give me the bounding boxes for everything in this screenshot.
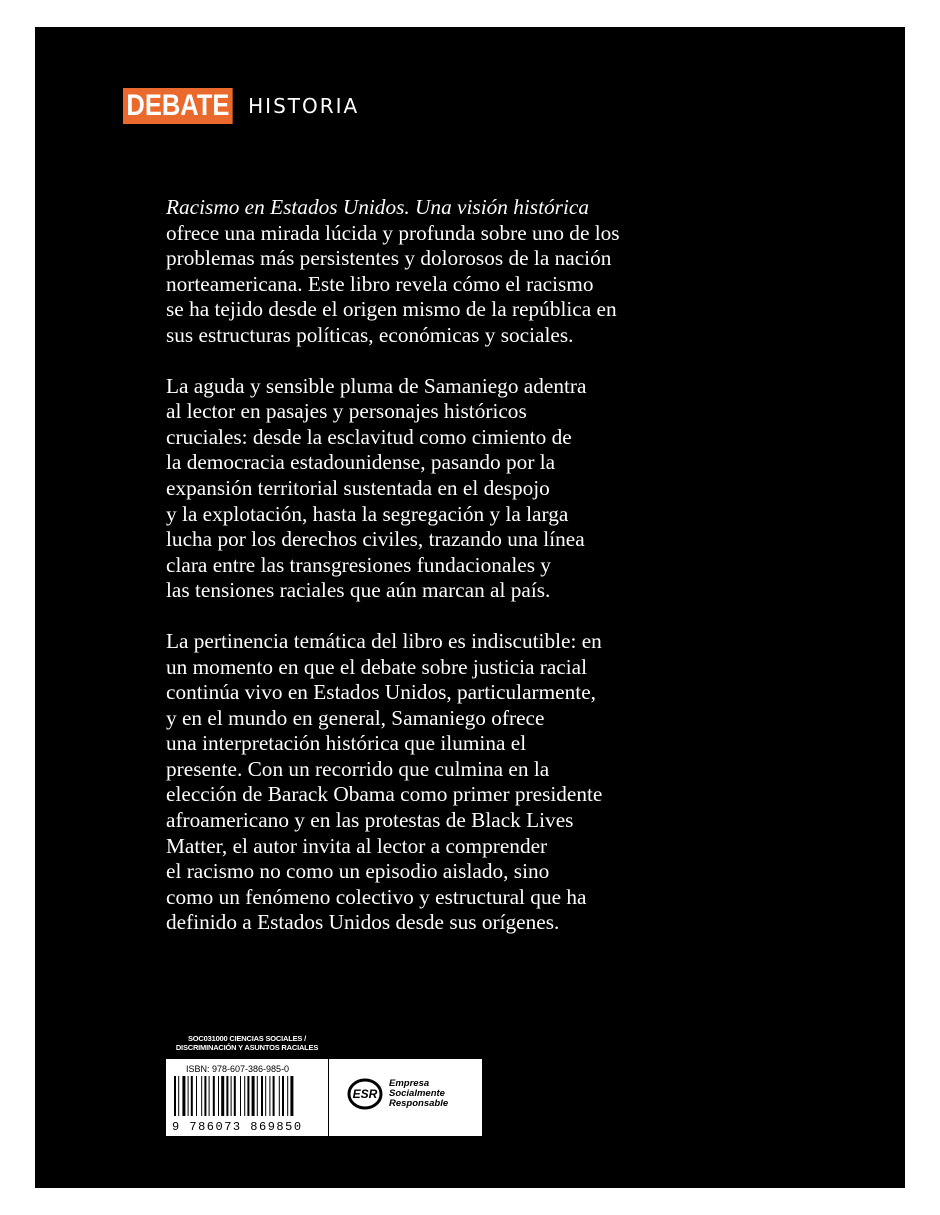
- barcode-section: [166, 1026, 329, 1136]
- category-line: SOC031000 CIENCIAS SOCIALES /: [188, 1034, 306, 1043]
- text-line: lucha por los derechos civiles, trazando una línea: [166, 527, 585, 552]
- text-line: La pertinencia temática del libro es indiscutible: en: [166, 628, 602, 653]
- text-line: elección de Barack Obama como primer presidente: [166, 782, 603, 807]
- barcode-digits: 9 786073 869850: [172, 1120, 303, 1134]
- text-line: expansión territorial sustentada en el despojo: [166, 475, 550, 500]
- text-line: continúa vivo en Estados Unidos, particularmente,: [166, 680, 596, 705]
- text-line: la democracia estadounidense, pasando por la: [166, 450, 556, 475]
- publisher-logo: DEBATE: [123, 88, 233, 124]
- text-line: un momento en que el debate sobre justicia racial: [166, 654, 588, 679]
- series-label: HISTORIA: [248, 94, 360, 118]
- book-title-line: Racismo en Estados Unidos. Una visión histórica: [166, 195, 589, 219]
- text-line: el racismo no como un episodio aislado, sino: [166, 859, 550, 884]
- synopsis-paragraph-1: [166, 195, 786, 349]
- esr-logo-icon: [347, 1076, 383, 1112]
- publisher-brand: [123, 88, 359, 124]
- text-line: norteamericana. Este libro revela cómo el racismo: [166, 271, 594, 296]
- text-line: ofrece una mirada lúcida y profunda sobre uno de los: [166, 220, 620, 245]
- subject-category: [166, 1026, 328, 1059]
- synopsis: [166, 195, 786, 961]
- text-line: las tensiones raciales que aún marcan al país.: [166, 578, 551, 603]
- barcode-icon: [172, 1076, 324, 1122]
- back-cover: [35, 27, 905, 1188]
- isbn-label: ISBN: 978-607-386-985-0: [186, 1064, 290, 1074]
- text-line: una interpretación histórica que ilumina el: [166, 731, 527, 756]
- esr-badge: [347, 1076, 448, 1112]
- synopsis-paragraph-2: [166, 374, 786, 604]
- text-line: sus estructuras políticas, económicas y sociales.: [166, 322, 574, 347]
- text-line: y la explotación, hasta la segregación y la larga: [166, 501, 569, 526]
- text-line: clara entre las transgresiones fundacionales y: [166, 552, 551, 577]
- text-line: y en el mundo en general, Samaniego ofrece: [166, 705, 545, 730]
- text-line: definido a Estados Unidos desde sus orígenes.: [166, 910, 560, 935]
- text-line: cruciales: desde la esclavitud como cimiento de: [166, 424, 572, 449]
- text-line: como un fenómeno colectivo y estructural que ha: [166, 884, 587, 909]
- esr-label: Empresa Socialmente Responsable: [389, 1078, 449, 1109]
- text-line: al lector en pasajes y personajes históricos: [166, 399, 527, 424]
- text-line: Matter, el autor invita al lector a comprender: [166, 833, 548, 858]
- svg-text:ESR: ESR: [352, 1087, 378, 1101]
- text-line: afroamericano y en las protestas de Black Lives: [166, 808, 574, 833]
- text-line: se ha tejido desde el origen mismo de la república en: [166, 297, 617, 322]
- text-line: problemas más persistentes y dolorosos de la nación: [166, 246, 612, 271]
- barcode-panel: [165, 1025, 483, 1137]
- text-line: presente. Con un recorrido que culmina en la: [166, 756, 550, 781]
- text-line: La aguda y sensible pluma de Samaniego adentra: [166, 373, 587, 398]
- synopsis-paragraph-3: [166, 629, 786, 936]
- category-line: DISCRIMINACIÓN Y ASUNTOS RACIALES: [175, 1043, 319, 1052]
- esr-section: [329, 1026, 482, 1136]
